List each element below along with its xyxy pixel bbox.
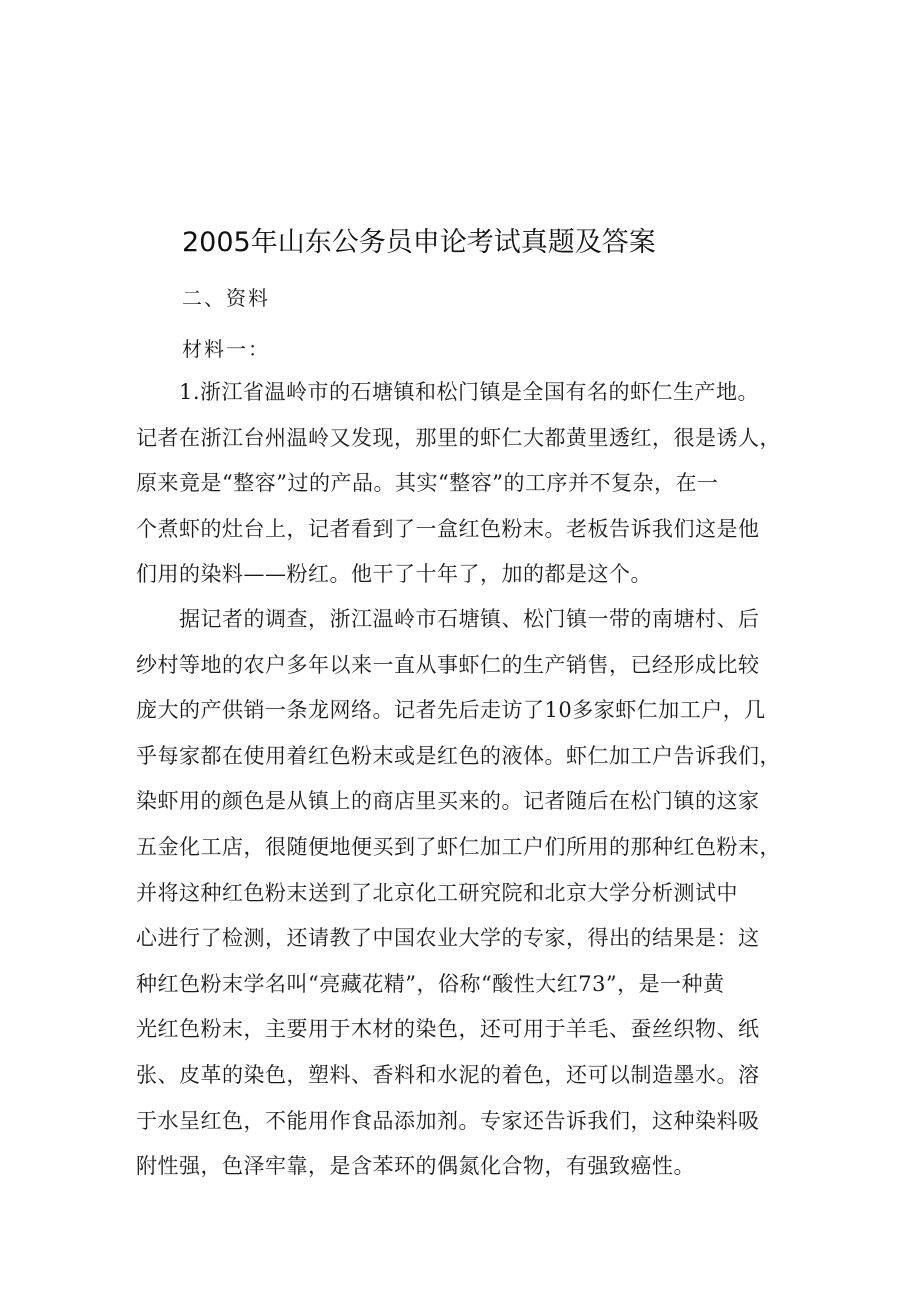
material-heading: 材料一： [182,337,270,361]
paragraph-2: 据记者的调查，浙江温岭市石塘镇、松门镇一带的南塘村、后 纱村等地的农户多年以来一直从事虾仁的生产销售，已经形成比较 庞大的产供销一条龙网络。记者先后走访了10多家虾仁加工户，几 乎每家都在使用着红色粉末或是红色的液体。虾仁加工户告诉我们， 染虾用的颜色是从镇上的商店里买来的。记者随后在松门镇的这家 五金化工店，很随便地便买到了虾仁加工户们所用的那种红色粉末， 并将这种红色粉末送到了北京化工研究院和北京大学分析测试中 心进行了检测，还请教了中国农业大学的专家，得出的结果是：这 种红色粉末学名叫“亮藏花精”，俗称“酸性大红73”，是一种黄 光红色粉末，主要用于木材的染色，还可用于羊毛、蚕丝织物、纸 张、皮革的染色，塑料、香料和水泥的着色，还可以制造墨水。溶 于水呈红色，不能用作食品添加剂。专家还告诉我们，这种染料吸 附性强，色泽牢靠，是含苯环的偶氮化合物，有强致癌性。 [136,607,781,1179]
section-heading: 二、资料 [182,286,270,310]
document-title: 2005年山东公务员申论考试真题及答案 [182,227,656,258]
paragraph-1: 1.浙江省温岭市的石塘镇和松门镇是全国有名的虾仁生产地。 记者在浙江台州温岭又发现，那里的虾仁大都黄里透红，很是诱人， 原来竟是“整容”过的产品。其实“整容”的工序并不复杂，在一 个煮虾的灶台上，记者看到了一盒红色粉末。老板告诉我们这是他 们用的染料——粉红。他干了十年了，加的都是这个。 [136,380,781,587]
